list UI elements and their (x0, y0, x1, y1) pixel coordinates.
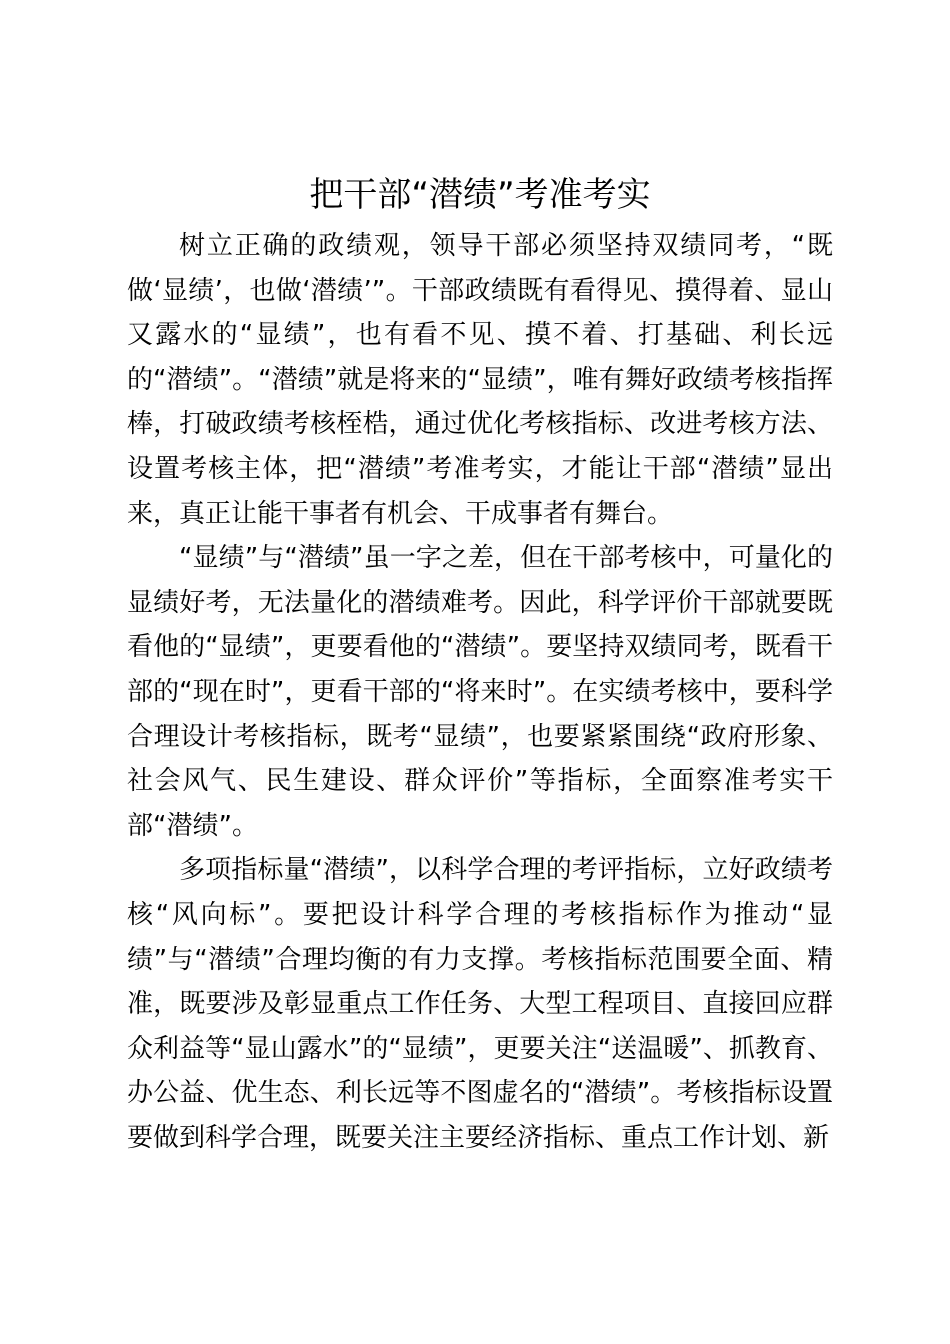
document-body (127, 224, 833, 1160)
paragraph-3: 多项指标量“潜绩”，以科学合理的考评指标，立好政绩考核“风向标”。要把设计科学合理的考核指标作为推动“显绩”与“潜绩”合理均衡的有力支撑。考核指标范围要全面、精准，既要涉及彰显重点工作任务、大型工程项目、直接回应群众利益等“显山露水”的“显绩”，更要关注“送温暖”、抓教育、办公益、优生态、利长远等不图虚名的“潜绩”。考核指标设置要做到科学合理，既要关注主要经济指标、重点工作计划、新 (127, 855, 833, 1153)
paragraph-1: 树立正确的政绩观，领导干部必须坚持双绩同考，“既做‘显绩’，也做‘潜绩’”。干部政绩既有看得见、摸得着、显山又露水的“显绩”，也有看不见、摸不着、打基础、利长远的“潜绩”。“潜绩”就是将来的“显绩”，唯有舞好政绩考核指挥棒，打破政绩考核桎梏，通过优化考核指标、改进考核方法、设置考核主体，把“潜绩”考准考实，才能让干部“潜绩”显出来，真正让能干事者有机会、干成事者有舞台。 (127, 231, 833, 529)
page-title: 把干部“潜绩”考准考实 (309, 175, 651, 215)
paragraph-2: “显绩”与“潜绩”虽一字之差，但在干部考核中，可量化的显绩好考，无法量化的潜绩难考。因此，科学评价干部就要既看他的“显绩”，更要看他的“潜绩”。要坚持双绩同考，既看干部的“现在时”，更看干部的“将来时”。在实绩考核中，要科学合理设计考核指标，既考“显绩”，也要紧紧围绕“政府形象、社会风气、民生建设、群众评价”等指标，全面察准考实干部“潜绩”。 (127, 543, 833, 841)
